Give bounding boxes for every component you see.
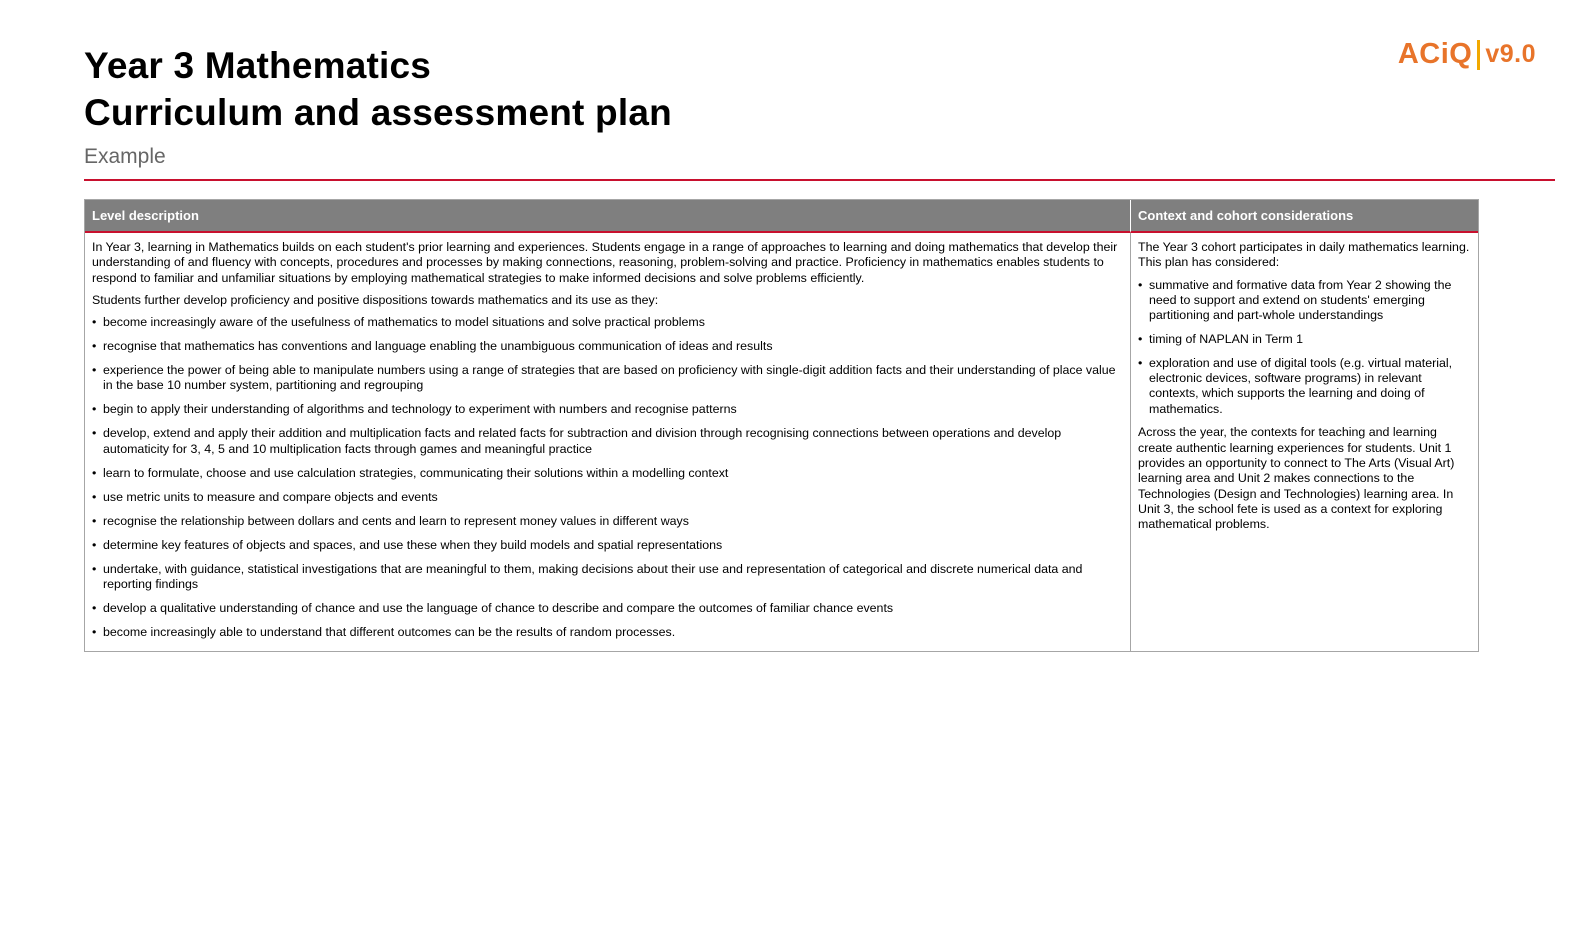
page-subtitle: Example [84,145,166,168]
header-rule [84,179,1555,181]
curriculum-table [84,199,1479,652]
list-item: • determine key features of objects and spaces, and use these when they build models and spatial representations [92,538,1123,553]
list-item: • recognise the relationship between dollars and cents and learn to represent money values in different ways [92,514,1123,529]
level-description-heading: Level description [85,200,1131,233]
list-item: • develop, extend and apply their addition and multiplication facts and related facts for subtraction and division through recognising connections between operations and develop automaticity for 3, 4, 5 and 10 multiplication facts through games and meaningful practice [92,426,1123,457]
context-closing: Across the year, the contexts for teaching and learning create authentic learning experiences for students. Unit 1 provides an opportunity to connect to The Arts (Visual Art) learning area and Unit 2 makes connections to the Technologies (Design and Technologies) learning area. In Unit 3, the school fete is used as a context for exploring mathematical problems. [1138,425,1455,532]
list-item: • develop a qualitative understanding of chance and use the language of chance to describe and compare the outcomes of familiar chance events [92,601,1123,616]
list-item: • exploration and use of digital tools (e.g. virtual material, electronic devices, software programs) in relevant contexts, which supports the learning and doing of mathematics. [1138,356,1471,417]
level-bullet-list [92,315,1123,640]
context-intro: The Year 3 cohort participates in daily mathematics learning. This plan has considered: [1138,240,1470,270]
title-line-2: Curriculum and assessment plan [84,92,672,133]
level-intro: In Year 3, learning in Mathematics builds on each student's prior learning and experiences. Students engage in a range of approaches to learning and doing mathematics that develop their understanding of and fluency with concepts, procedures and processes by making connections, reasoning, problem-solving and practice. Proficiency in mathematics enables students to respond to familiar and unfamiliar situations by employing mathematical strategies to make informed decisions and solve problems efficiently. [92,240,1118,285]
list-item: • use metric units to measure and compare objects and events [92,490,1123,505]
context-heading: Context and cohort considerations [1131,200,1478,233]
title-line-1: Year 3 Mathematics [84,45,432,86]
list-item: • become increasingly able to understand that different outcomes can be the results of random processes. [92,625,1123,640]
list-item: • experience the power of being able to manipulate numbers using a range of strategies that are based on proficiency with single-digit addition facts and their understanding of place value in the base 10 number system, partitioning and regrouping [92,363,1123,394]
list-item: • timing of NAPLAN in Term 1 [1138,332,1471,347]
list-item: • recognise that mathematics has conventions and language enabling the unambiguous communication of ideas and results [92,339,1123,354]
context-bullet-list [1138,278,1471,417]
level-lead: Students further develop proficiency and positive dispositions towards mathematics and its use as they: [92,292,659,307]
list-item: • begin to apply their understanding of algorithms and technology to experiment with numbers and recognise patterns [92,402,1123,417]
list-item: • undertake, with guidance, statistical investigations that are meaningful to them, making decisions about their use and representation of categorical and discrete numerical data and reporting findings [92,562,1123,593]
list-item: • summative and formative data from Year 2 showing the need to support and extend on students' emerging partitioning and part-whole understandings [1138,278,1471,324]
aciq-logo [1398,38,1536,71]
logo-brand: ACiQ [1397,38,1473,70]
logo-divider [1477,40,1480,70]
level-description-cell [85,233,1131,651]
context-cell [1131,233,1478,651]
logo-version: v9.0 [1485,40,1536,68]
list-item: • learn to formulate, choose and use calculation strategies, communicating their solutions within a modelling context [92,466,1123,481]
list-item: • become increasingly aware of the usefulness of mathematics to model situations and solve practical problems [92,315,1123,330]
page-title [84,42,672,136]
